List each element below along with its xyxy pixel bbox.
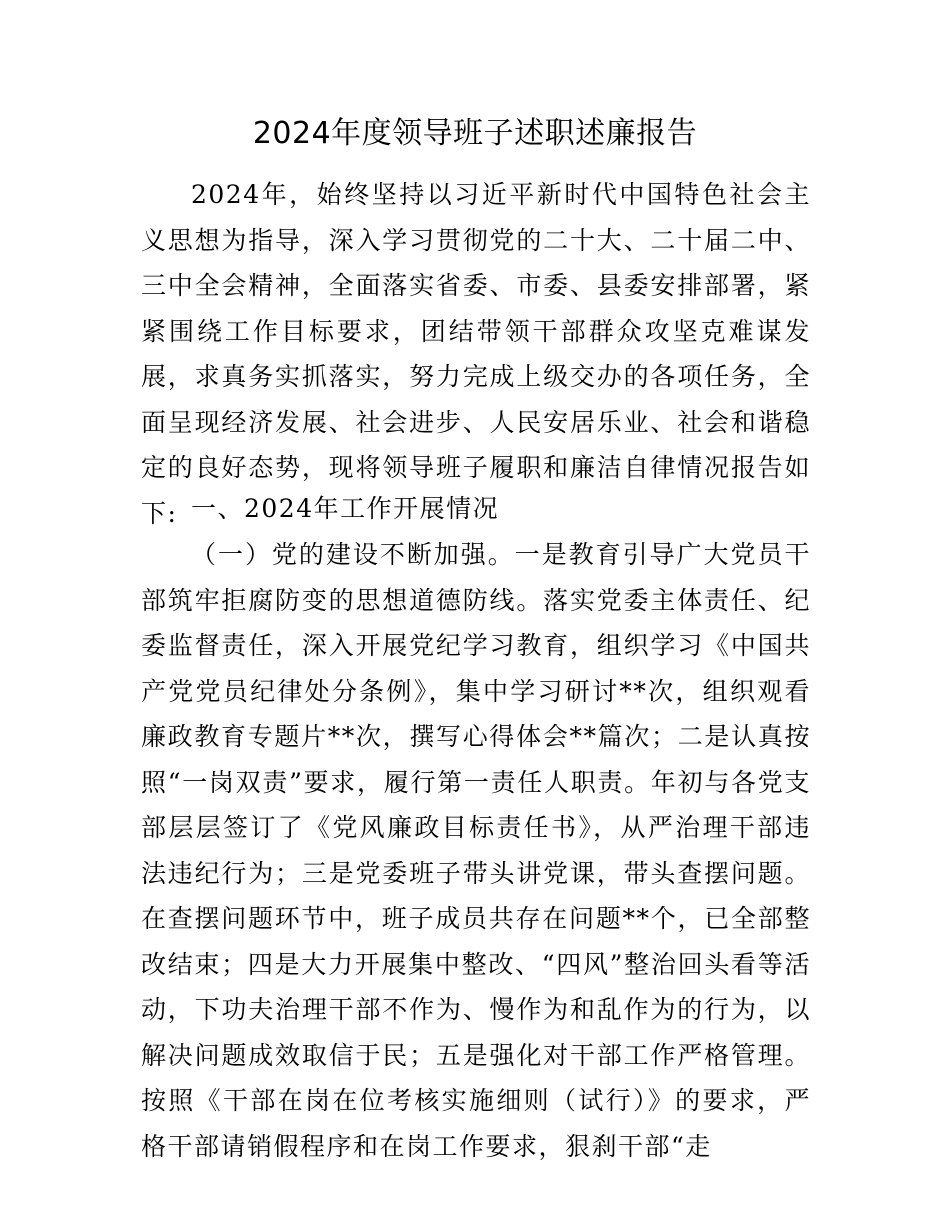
party-building-paragraph-block (141, 532, 811, 1169)
party-building-paragraph: （一）党的建设不断加强。一是教育引导广大党员干部筑牢拒腐防变的思想道德防线。落实党委主体责任、纪委监督责任，深入开展党纪学习教育，组织学习《中国共产党党员纪律处分条例》，集中学习研讨**次，组织观看廉政教育专题片**次，撰写心得体会**篇次；二是认真按照“一岗双责”要求，履行第一责任人职责。年初与各党支部层层签订了《党风廉政目标责任书》，从严治理干部违法违纪行为；三是党委班子带头讲党课，带头查摆问题。在查摆问题环节中，班子成员共存在问题**个，已全部整改结束；四是大力开展集中整改、“四风”整治回头看等活动，下功夫治理干部不作为、慢作为和乱作为的行为，以解决问题成效取信于民；五是强化对干部工作严格管理。按照《干部在岗在位考核实施细则（试行）》的要求，严格干部请销假程序和在岗工作要求，狠刹干部“走 (141, 540, 811, 1161)
intro-paragraph-block (141, 172, 811, 536)
intro-paragraph: 2024年，始终坚持以习近平新时代中国特色社会主义思想为指导，深入学习贯彻党的二十大、二十届二中、三中全会精神，全面落实省委、市委、县委安排部署，紧紧围绕工作目标要求，团结带领干部群众攻坚克难谋发展，求真务实抓落实，努力完成上级交办的各项任务，全面呈现经济发展、社会进步、人民安居乐业、社会和谐稳定的良好态势，现将领导班子履职和廉洁自律情况报告如下: (141, 180, 811, 528)
section-heading: 一、2024年工作开展情况 (191, 494, 500, 523)
document-title: 2024年度领导班子述职述廉报告 (252, 116, 698, 151)
section-heading-block (141, 486, 811, 532)
